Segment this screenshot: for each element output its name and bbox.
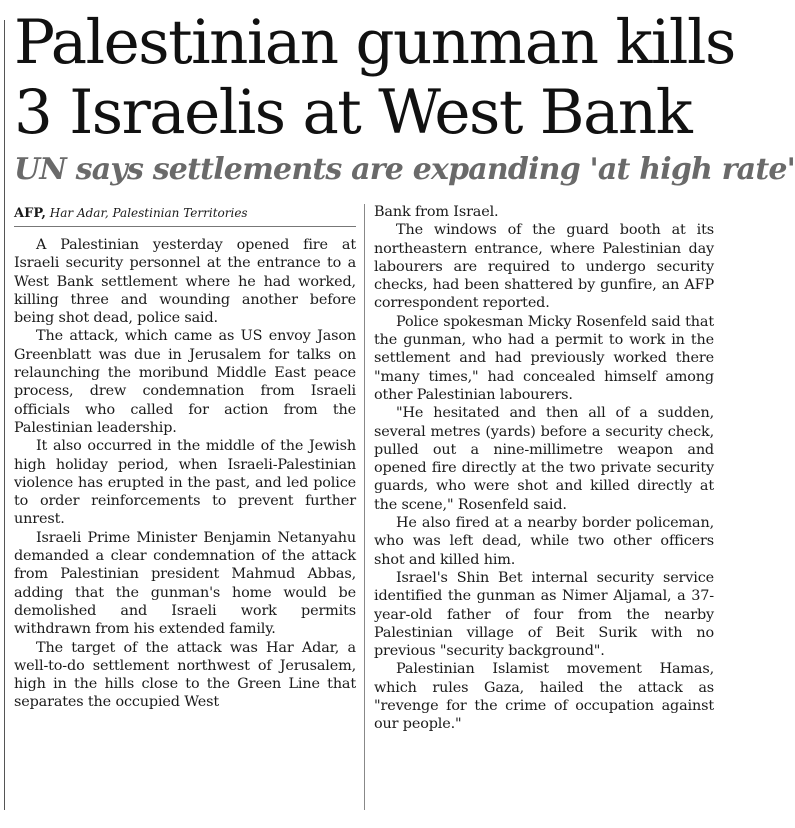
byline xyxy=(14,204,356,223)
paragraph: He also fired at a nearby border policeman, who was left dead, while two other officers shot and killed him. xyxy=(374,515,714,568)
paragraph: The windows of the guard booth at its northeastern entrance, where Palestinian day labourers are required to undergo security checks, had been shattered by gunfire, an AFP correspondent reported. xyxy=(374,222,714,312)
paragraph: The target of the attack was Har Adar, a well-to-do settlement northwest of Jerusalem, high in the hills close to the Green Line that separates the occupied West xyxy=(14,639,356,711)
article-column-1 xyxy=(14,236,356,712)
paragraph: Police spokesman Micky Rosenfeld said that the gunman, who had a permit to work in the settlement and had previously worked there "many times," had concealed himself among other Palestinian labourers. xyxy=(374,313,714,403)
column-divider xyxy=(364,204,365,810)
headline-line-2: 3 Israelis at West Bank xyxy=(14,77,692,148)
left-margin-rule xyxy=(4,20,5,810)
subheadline: UN says settlements are expanding 'at high rate' xyxy=(14,152,795,187)
byline-divider xyxy=(14,226,356,227)
article-column-2 xyxy=(374,203,714,734)
headline-line-1: Palestinian gunman kills xyxy=(14,7,735,78)
paragraph: Israel's Shin Bet internal security service identified the gunman as Nimer Aljamal, a 37-year-old father of four from the nearby Palestinian village of Beit Surik with no previous "security background". xyxy=(374,569,714,660)
paragraph: Palestinian Islamist movement Hamas, which rules Gaza, hailed the attack as "revenge for the crime of occupation against our people." xyxy=(374,661,714,733)
paragraph-continuation: Bank from Israel. xyxy=(374,204,499,220)
paragraph: A Palestinian yesterday opened fire at Israeli security personnel at the entrance to a West Bank settlement where he had worked, killing three and wounding another before being shot dead, police said. xyxy=(14,237,356,327)
paragraph: Israeli Prime Minister Benjamin Netanyahu demanded a clear condemnation of the attack from Palestinian president Mahmud Abbas, adding that the gunman's home would be demolished and Israeli work permits withdrawn from his extended family. xyxy=(14,529,356,638)
byline-location: Har Adar, Palestinian Territories xyxy=(49,206,248,220)
headline xyxy=(14,7,735,148)
paragraph: It also occurred in the middle of the Jewish high holiday period, when Israeli-Palestinian violence has erupted in the past, and led police to order reinforcements to prevent further unrest. xyxy=(14,438,356,528)
paragraph: The attack, which came as US envoy Jason Greenblatt was due in Jerusalem for talks on relaunching the moribund Middle East peace process, drew condemnation from Israeli officials who called for action from the Palestinian leadership. xyxy=(14,328,356,436)
paragraph: "He hesitated and then all of a sudden, several metres (yards) before a security check, pulled out a nine-millimetre weapon and opened fire directly at the two private security guards, who were shot and killed directly at the scene," Rosenfeld said. xyxy=(374,405,714,513)
byline-agency: AFP, xyxy=(14,206,46,221)
